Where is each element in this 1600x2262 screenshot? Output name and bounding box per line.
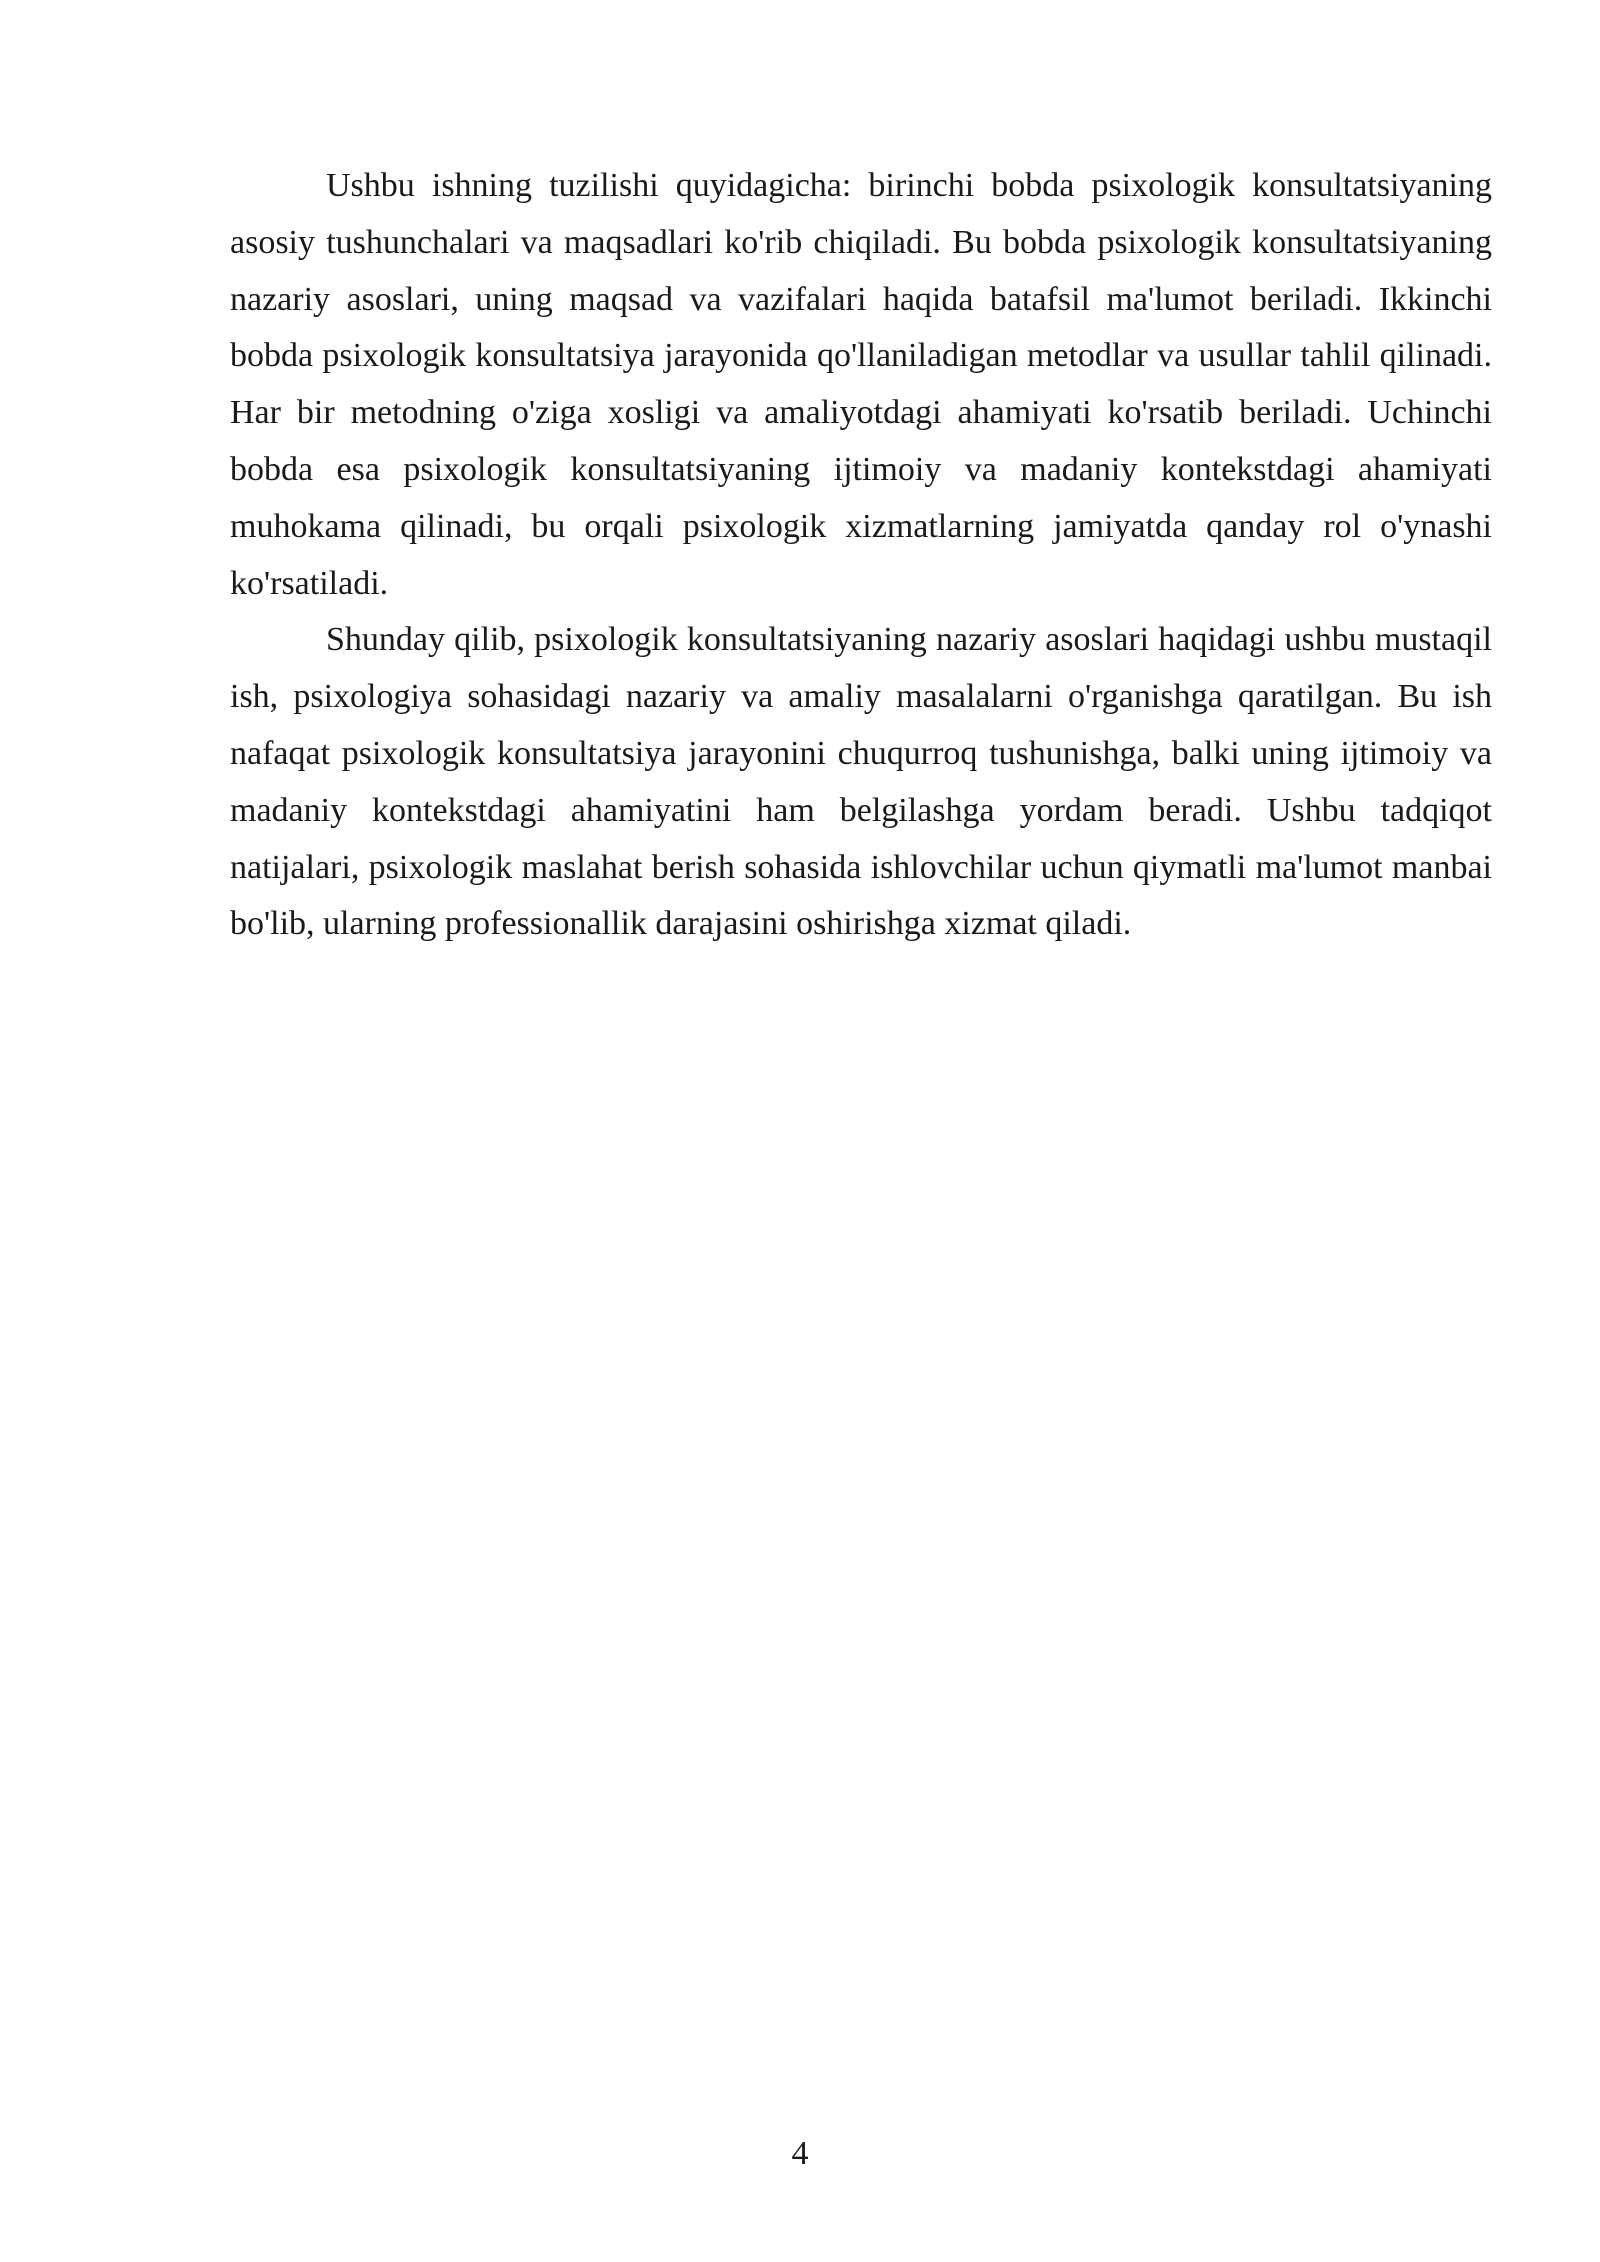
page-number: 4 <box>791 2135 809 2172</box>
paragraph: Shunday qilib, psixologik konsultatsiyaning nazariy asoslari haqidagi ushbu mustaqil ish, psixologiya sohasidagi nazariy va amaliy masalalarni o'rganishga qaratilgan. Bu ish nafaqat psixologik konsultatsiya jarayonini chuqurroq tushunishga, balki uning ijtimoiy va madaniy kontekstdagi ahamiyatini ham belgilashga yordam beradi. Ushbu tadqiqot natijalari, psixologik maslahat berish sohasida ishlovchilar uchun qiymatli ma'lumot manbai bo'lib, ularning professionallik darajasini oshirishga xizmat qiladi. <box>230 621 1492 943</box>
paragraph: Ushbu ishning tuzilishi quyidagicha: birinchi bobda psixologik konsultatsiyaning asosiy tushunchalari va maqsadlari ko'rib chiqiladi. Bu bobda psixologik konsultatsiyaning nazariy asoslari, uning maqsad va vazifalari haqida batafsil ma'lumot beriladi. Ikkinchi bobda psixologik konsultatsiya jarayonida qo'llaniladigan metodlar va usullar tahlil qilinadi. Har bir metodning o'ziga xosligi va amaliyotdagi ahamiyati ko'rsatib beriladi. Uchinchi bobda esa psixologik konsultatsiyaning ijtimoiy va madaniy kontekstdagi ahamiyati muhokama qilinadi, bu orqali psixologik xizmatlarning jamiyatda qanday rol o'ynashi ko'rsatiladi. <box>230 167 1492 602</box>
body-text <box>230 158 1492 953</box>
